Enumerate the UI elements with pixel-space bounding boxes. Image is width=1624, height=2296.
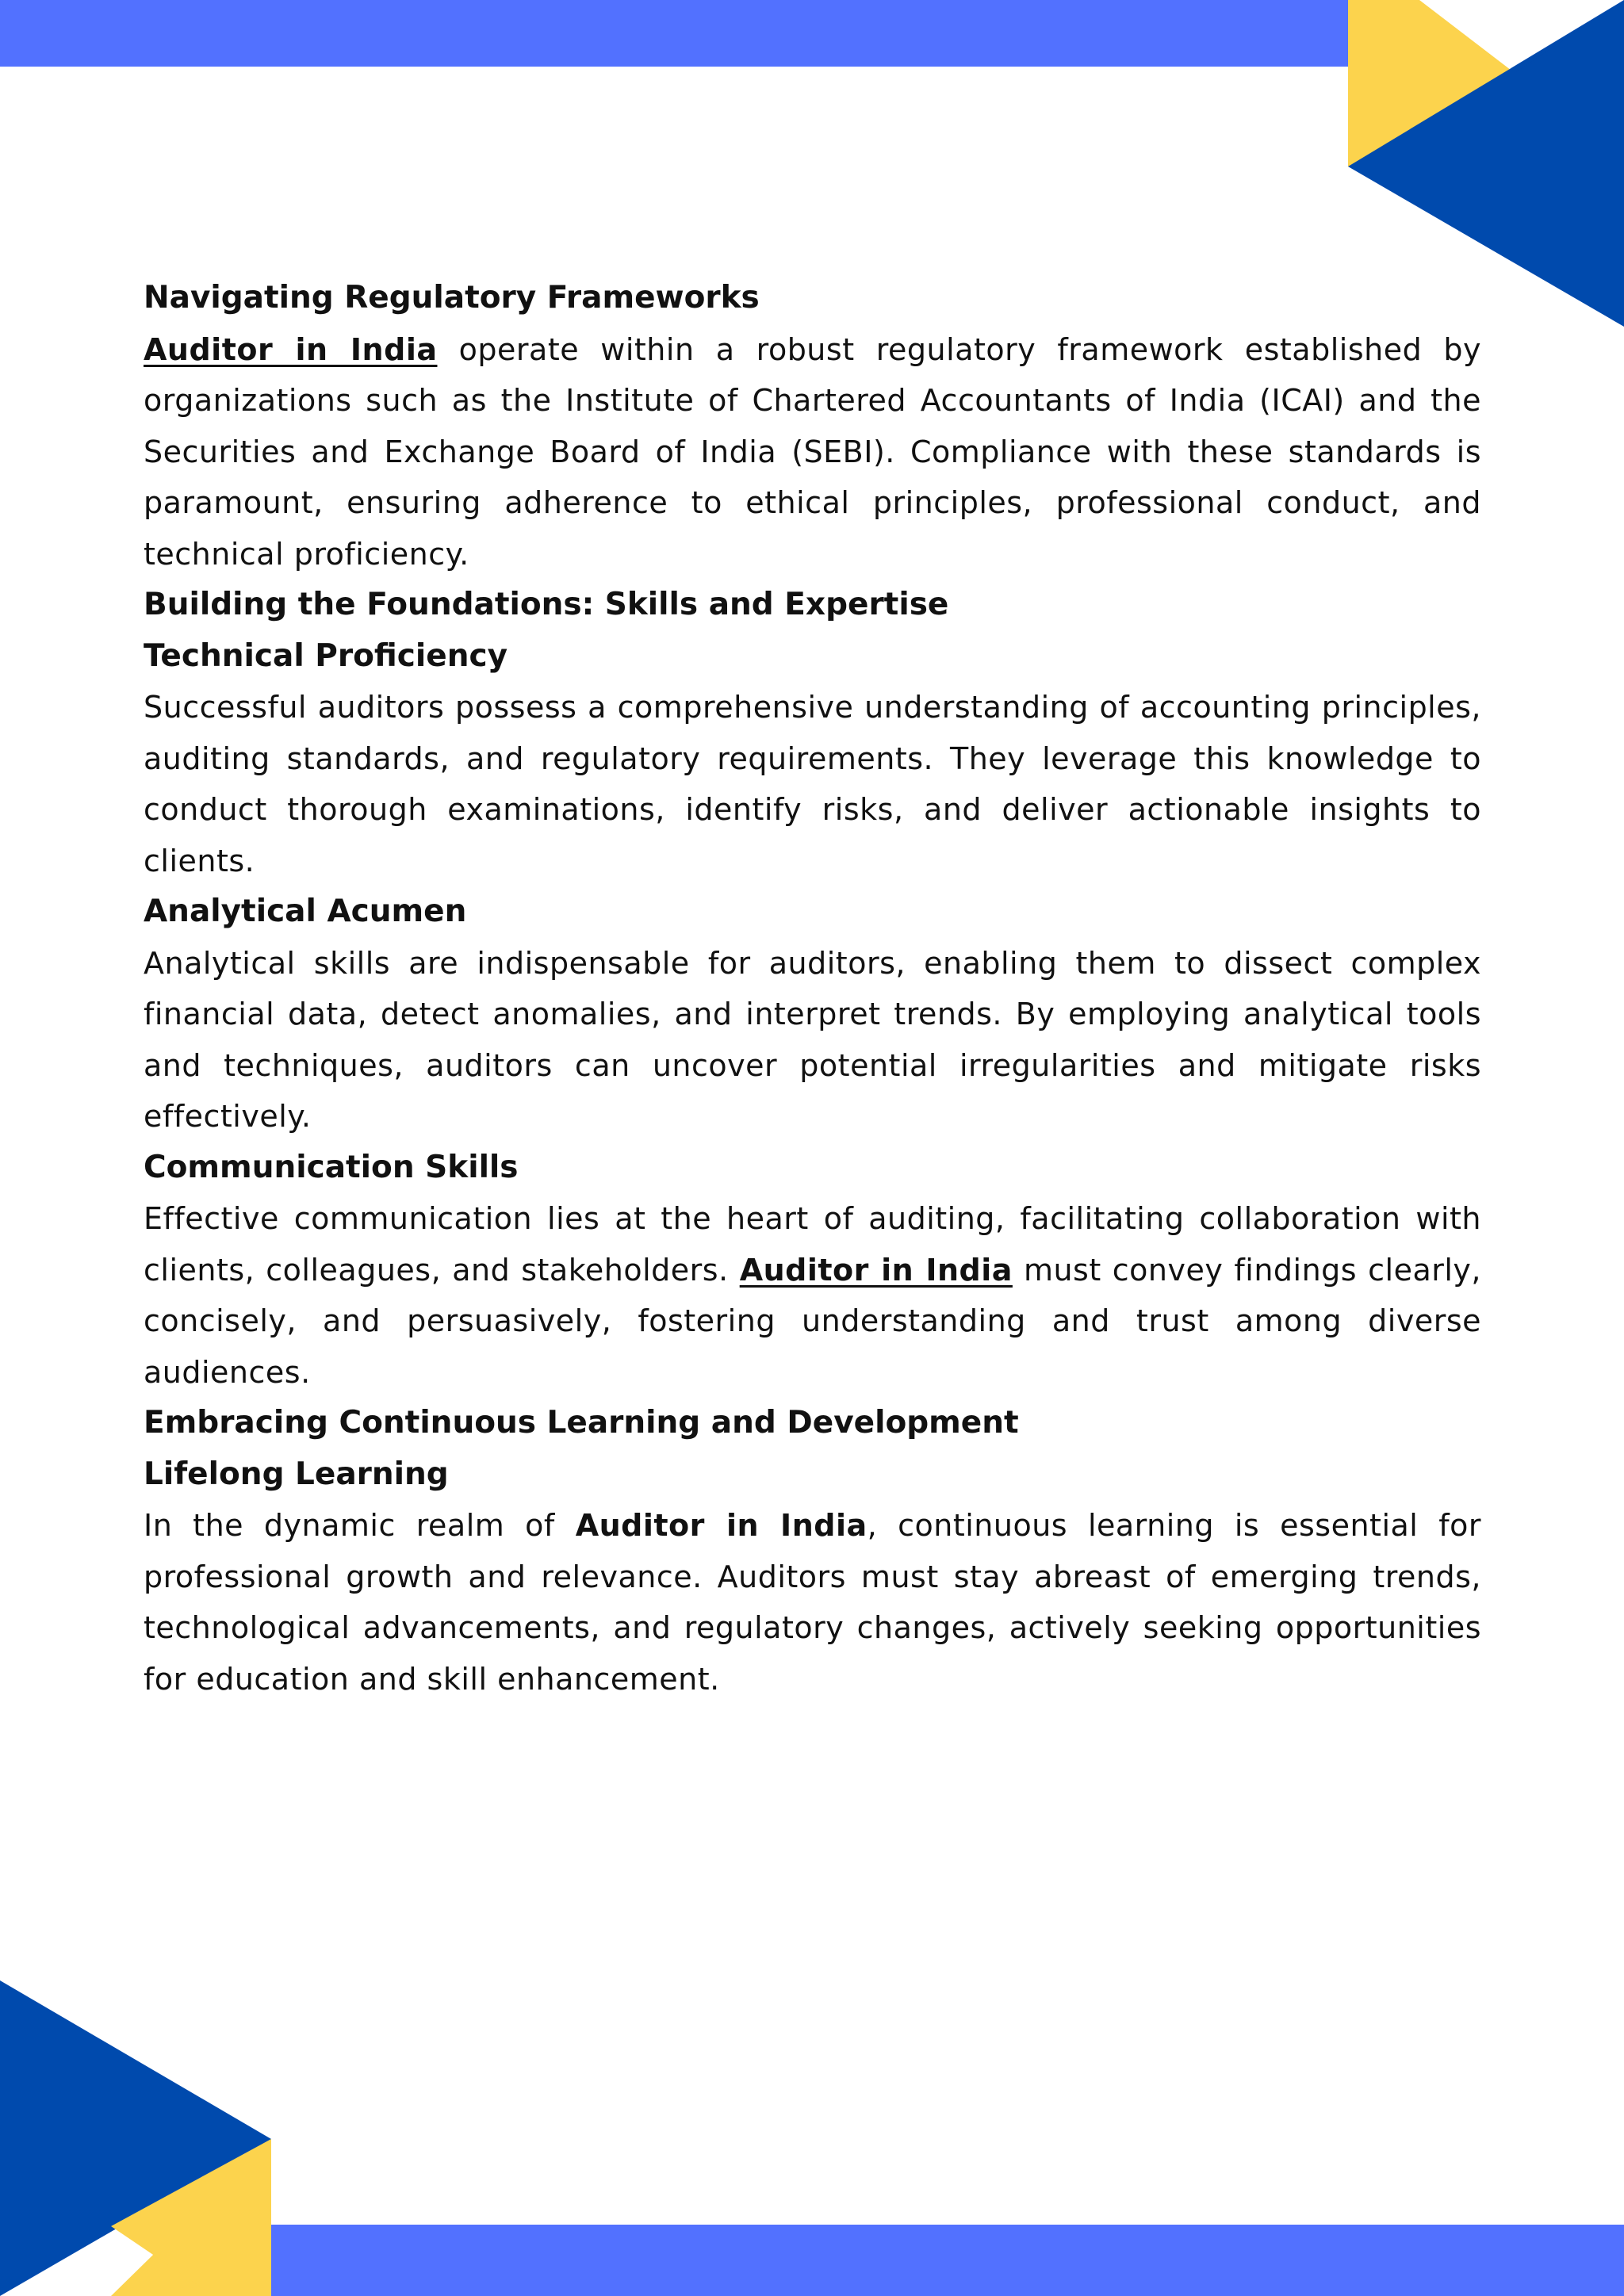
article-body [144, 273, 1481, 1705]
auditor-in-india-bold: Auditor in India [575, 1508, 868, 1543]
heading-regulatory-frameworks: Navigating Regulatory Frameworks [144, 280, 760, 316]
heading-continuous-learning: Embracing Continuous Learning and Development [144, 1405, 1019, 1441]
auditor-in-india-link[interactable]: Auditor in India [739, 1252, 1013, 1288]
heading-building-foundations: Building the Foundations: Skills and Expertise [144, 587, 949, 622]
heading-analytical-acumen: Analytical Acumen [144, 894, 467, 929]
paragraph-analytical-acumen: Analytical skills are indispensable for auditors, enabling them to dissect complex financial data, detect anomalies, and interpret trends. By employing analytical tools and techniques, auditors can uncover potential irregularities and mitigate risks effectively. [144, 945, 1481, 1134]
bottom-left-triangle-decoration [0, 1980, 271, 2296]
heading-technical-proficiency: Technical Proficiency [144, 637, 508, 674]
lifelong-text-before: In the dynamic realm of [144, 1508, 576, 1543]
heading-lifelong-learning: Lifelong Learning [144, 1456, 449, 1492]
paragraph-lifelong-learning [144, 1500, 1481, 1705]
bottom-bar-fill [270, 2225, 1624, 2296]
regulatory-text: operate within a robust regulatory framework established by organizations such as the Institute of Chartered Accountants of India (ICAI) and the Securities and Exchange Board of India (SEBI). Compliance with these standards is paramount, ensuring adherence to ethical principles, professional conduct, and technical proficiency. [144, 331, 1481, 572]
paragraph-regulatory-frameworks [144, 324, 1481, 580]
paragraph-communication-skills [144, 1193, 1481, 1398]
auditor-in-india-link[interactable]: Auditor in India [144, 331, 438, 367]
paragraph-technical-proficiency: Successful auditors possess a comprehensive understanding of accounting principles, auditing standards, and regulatory requirements. They leverage this knowledge to conduct thorough examinations, identify risks, and deliver actionable insights to clients. [144, 690, 1481, 878]
bottom-decorative-bar [270, 2225, 1624, 2296]
lifelong-text-after: , continuous learning is essential for professional growth and relevance. Auditors must stay abreast of emerging trends, technological advancements, and regulatory changes, actively seeking opportunities for education and skill enhancement. [144, 1508, 1481, 1697]
communication-text-after: must convey findings clearly, concisely, and persuasively, fostering understanding and trust among diverse audiences. [144, 1252, 1481, 1390]
communication-text-before: Effective communication lies at the heart of auditing, facilitating collaboration with clients, colleagues, and stakeholders. [144, 1201, 1481, 1288]
top-decorative-bar [0, 0, 1350, 67]
top-bar-fill [0, 0, 1350, 67]
heading-communication-skills: Communication Skills [144, 1149, 519, 1185]
